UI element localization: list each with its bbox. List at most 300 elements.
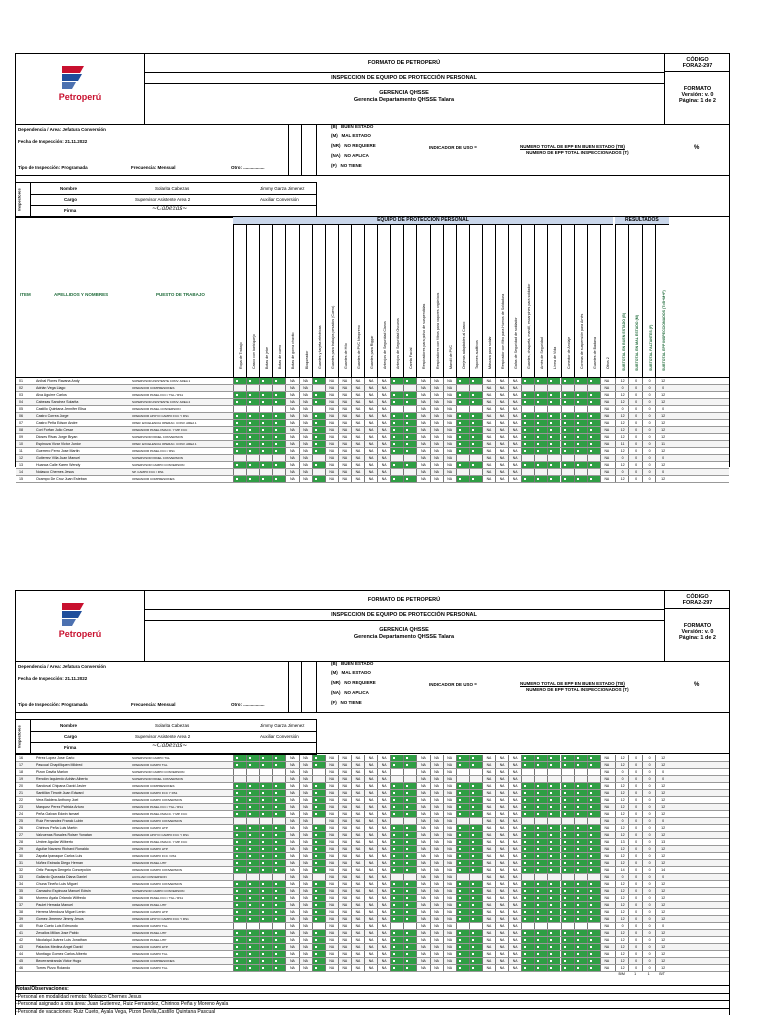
epp-cell [259,825,272,831]
epp-cell: NA [482,413,495,419]
epp-cell [403,930,416,936]
company-logo [16,54,145,124]
epp-cell: NA [285,944,298,950]
epp-cell: NA [482,846,495,852]
epp-cell: NA [377,825,390,831]
epp-cell [561,762,574,768]
epp-cell [246,476,259,482]
epp-cell [246,867,259,873]
result-value: 0 [642,427,657,433]
row-post: OPERADOR CAMPO TGL [132,924,168,928]
epp-cell: NA [364,783,377,789]
epp-cell: NA [430,839,443,845]
result-value: 0 [615,769,630,775]
epp-cell [469,448,482,454]
epp-cell [233,951,246,957]
result-value: 0 [642,902,657,908]
table-row [16,769,729,776]
epp-cell [312,385,325,391]
epp-cell: NA [364,951,377,957]
epp-cell [233,476,246,482]
epp-cell [233,965,246,971]
epp-cell [547,385,560,391]
row-name: Palacios Medina Angel David [36,945,83,949]
inspectores-block [16,176,729,216]
result-value: 0 [642,839,657,845]
epp-cell [312,434,325,440]
epp-cell [403,462,416,468]
epp-cell: NA [495,797,508,803]
table-row [16,469,729,476]
epp-cell [456,476,469,482]
epp-cell: NA [416,874,429,880]
petroperu-logo-icon [58,601,88,627]
result-value: 12 [655,476,670,482]
row-post: SUPERVISOR PANEL CONVERSION [132,456,183,460]
epp-cell [403,937,416,943]
epp-cell [246,825,259,831]
epp-cell: NA [338,825,351,831]
epp-cell: NA [285,825,298,831]
result-value: 0 [628,909,643,915]
epp-cell: NA [600,392,613,398]
epp-col-header: Tapones auditivos [474,340,479,369]
epp-cell [233,462,246,468]
epp-col-divider [430,224,431,377]
row-item: 39 [19,917,23,921]
epp-cell [272,476,285,482]
row-name: Rendón Izquierdo Adrián Alberto [36,777,88,781]
epp-cell [456,385,469,391]
epp-cell [259,846,272,852]
epp-cell: NA [416,434,429,440]
epp-cell: NA [430,965,443,971]
result-value: 12 [615,902,630,908]
epp-cell [534,385,547,391]
epp-cell [574,930,587,936]
epp-cell [456,804,469,810]
epp-cell: NA [600,783,613,789]
epp-cell: NA [299,853,312,859]
row-name: Dioses Rivas Jorge Bryan [36,435,78,439]
row-name: Marquez Perez Patricia Arturo [36,805,84,809]
col-names-header: APELLIDOS Y NOMBRES [54,292,109,297]
epp-cell: NA [416,923,429,929]
result-value: 12 [615,448,630,454]
epp-cell: NA [508,818,521,824]
epp-cell [587,888,600,894]
epp-cell [574,762,587,768]
epp-cell [403,909,416,915]
epp-cell [403,769,416,775]
epp-cell [390,909,403,915]
epp-cell [534,399,547,405]
epp-cell: NA [482,399,495,405]
row-name: Pascual Chapilliquen Mildred [36,763,83,767]
epp-cell: NA [508,958,521,964]
epp-cell [469,937,482,943]
epp-cell: NA [338,790,351,796]
epp-cell [469,462,482,468]
epp-cell: NA [285,874,298,880]
epp-cell: NA [338,839,351,845]
epp-cell: NA [443,895,456,901]
row-name: Zapata Ipanaque Carlos Luis [36,854,83,858]
epp-cell [312,769,325,775]
row-item: 21 [19,791,23,795]
row-post: OPERADOR CAMPO HTP [132,910,168,914]
epp-cell: NA [482,881,495,887]
result-value: 0 [628,923,643,929]
result-value: 12 [655,790,670,796]
epp-cell [521,930,534,936]
result-value: 12 [655,902,670,908]
epp-cell: NA [508,769,521,775]
epp-cell [547,867,560,873]
epp-cell: NA [299,378,312,384]
epp-cell: NA [377,427,390,433]
epp-cell [574,923,587,929]
epp-cell: NA [600,958,613,964]
epp-cell: NA [430,832,443,838]
epp-cell [534,392,547,398]
table-row [16,958,729,965]
epp-cell: NA [443,818,456,824]
epp-cell [233,930,246,936]
row-post: OPERADOR PANEL FCC / RS1 [132,449,175,453]
epp-col-header: Guantes de Badana [592,337,597,369]
epp-col-header: Guantes, chaqueta, mandil, escarpines para soldador [527,283,532,369]
epp-cell: NA [430,476,443,482]
epp-cell [272,762,285,768]
result-value: 12 [615,462,630,468]
epp-cell [547,958,560,964]
epp-cell [259,860,272,866]
epp-cell [233,790,246,796]
epp-cell [246,916,259,922]
table-row [16,846,729,853]
row-name: Sandoval Chipana David Javier [36,784,87,788]
code-value: FORA2-297 [682,600,713,606]
epp-cell: NA [325,769,338,775]
epp-cell: NA [377,895,390,901]
epp-cell: NA [482,951,495,957]
epp-cell: NA [416,427,429,433]
row-post: OPER. EXCELENCIA OPERAC. CONV. AREA 1 [132,442,197,446]
epp-cell [547,811,560,817]
epp-cell [456,895,469,901]
epp-cell [561,951,574,957]
epp-cell: NA [299,888,312,894]
epp-cell [233,427,246,433]
epp-cell [456,853,469,859]
epp-cell [534,469,547,475]
epp-cell: NA [600,755,613,761]
epp-cell: NA [443,790,456,796]
result-value: 12 [615,427,630,433]
epp-cell: NA [416,937,429,943]
epp-cell: NA [285,790,298,796]
epp-cell [456,392,469,398]
epp-cell: NA [443,406,456,412]
epp-cell: NA [285,937,298,943]
epp-cell [403,776,416,782]
epp-cell: NA [325,902,338,908]
epp-cell: NA [325,853,338,859]
result-value: 12 [655,895,670,901]
result-value: 0 [642,825,657,831]
row-item: 30 [19,854,23,858]
result-value: 12 [655,797,670,803]
epp-cell: NA [364,839,377,845]
epp-cell [587,944,600,950]
result-value: 0 [642,846,657,852]
epp-cell: NA [482,441,495,447]
row-post: AUXILIAR CONVERSION [132,875,167,879]
row-name: Umbre Aguilar Wilberto [36,840,73,844]
epp-cell [390,965,403,971]
epp-cell: NA [338,832,351,838]
row-name: Peña Galvan Edwin Ismael [36,812,80,816]
epp-cell: NA [377,776,390,782]
epp-cell [521,958,534,964]
row-name: Nolasco Chernes Jesus [36,470,74,474]
epp-cell [534,797,547,803]
epp-cell [534,958,547,964]
result-col-divider [642,224,643,377]
epp-cell: NA [430,406,443,412]
version-label: Versión: v. 0 [681,92,714,98]
result-value: 12 [615,811,630,817]
result-value: 0 [628,965,643,971]
epp-cell: NA [508,846,521,852]
epp-cell [246,923,259,929]
dept-line-2: Gerencia Departamento QHSSE Talara [353,634,455,640]
epp-cell [272,867,285,873]
epp-cell [521,413,534,419]
epp-cell [534,769,547,775]
result-value: 0 [628,888,643,894]
result-value: 12 [655,462,670,468]
result-value: 12 [615,860,630,866]
result-col-header: SUBTOTAL EN MAL ESTADO (M) [635,315,640,371]
epp-cell: NA [482,916,495,922]
epp-cell: NA [495,909,508,915]
legend-m: (M) MAL ESTADO [331,670,371,675]
indicador-numerator: NUMERO TOTAL DE EPP EN BUEN ESTADO (TB) [520,681,625,686]
epp-cell: NA [299,846,312,852]
epp-cell [534,413,547,419]
table-row [16,923,729,930]
epp-cell: NA [508,888,521,894]
epp-cell [246,902,259,908]
result-value: 0 [628,832,643,838]
epp-cell: NA [443,965,456,971]
epp-cell [521,937,534,943]
epp-cell: NA [299,783,312,789]
epp-cell: NA [600,811,613,817]
row-item: 07 [19,421,23,425]
epp-cell: NA [600,930,613,936]
epp-cell: NA [325,958,338,964]
epp-cell: NA [299,455,312,461]
result-value: 12 [655,413,670,419]
epp-cell: NA [600,839,613,845]
epp-cell [312,818,325,824]
result-value: 12 [615,825,630,831]
epp-cell [233,944,246,950]
epp-cell [547,860,560,866]
epp-cell [561,965,574,971]
epp-cell: NA [416,909,429,915]
result-value: 12 [615,916,630,922]
epp-cell: NA [338,769,351,775]
epp-cell [561,944,574,950]
epp-cell [312,902,325,908]
epp-cell: NA [495,755,508,761]
epp-cell [521,399,534,405]
epp-cell: NA [508,441,521,447]
epp-cell [390,413,403,419]
epp-cell [469,923,482,929]
epp-cell: NA [482,427,495,433]
epp-cell [469,469,482,475]
result-value: 0 [642,420,657,426]
epp-cell [587,832,600,838]
epp-cell [534,944,547,950]
epp-cell: NA [416,867,429,873]
epp-cell [390,441,403,447]
epp-cell: NA [377,769,390,775]
epp-cell [574,846,587,852]
epp-cell: NA [600,937,613,943]
row-post: OPERADOR PANEL FCC / TGL / RS1 [132,896,184,900]
epp-cell [390,476,403,482]
epp-cell [246,434,259,440]
epp-cell [456,462,469,468]
result-value: 12 [655,965,670,971]
result-value: 0 [628,818,643,824]
epp-cell: NA [482,909,495,915]
epp-cell [403,762,416,768]
epp-cell [456,811,469,817]
epp-cell: NA [299,895,312,901]
epp-cell: NA [299,385,312,391]
epp-cell [521,916,534,922]
epp-cell: NA [600,923,613,929]
result-value: 0 [642,790,657,796]
epp-cell: NA [325,951,338,957]
epp-cell [246,888,259,894]
epp-cell [272,825,285,831]
epp-cell [469,916,482,922]
result-value: 0 [642,392,657,398]
row-post: SUPERVISOR PANEL CONVERSION [132,435,183,439]
epp-cell: NA [351,427,364,433]
fecha-text: Fecha de Inspección: 21.11.2022 [18,139,88,144]
epp-cell: NA [285,804,298,810]
epp-cell [246,427,259,433]
epp-cell: NA [338,462,351,468]
epp-cell: NA [443,888,456,894]
epp-cell: NA [508,923,521,929]
epp-cell [259,378,272,384]
epp-cell: NA [351,762,364,768]
epp-cell [547,825,560,831]
epp-cell [233,874,246,880]
epp-cell [469,839,482,845]
epp-cell [246,755,259,761]
epp-cell [574,776,587,782]
epp-cell [246,441,259,447]
epp-cell: NA [325,420,338,426]
table-row [16,441,729,448]
result-value: 0 [642,448,657,454]
epp-cell [259,476,272,482]
epp-cell: NA [351,909,364,915]
dept-line-1: GERENCIA QHSSE [379,90,429,96]
row-item: 15 [19,477,23,481]
epp-cell: NA [285,832,298,838]
epp-cell: NA [285,476,298,482]
epp-cell [233,923,246,929]
epp-cell: NA [325,427,338,433]
epp-cell [456,846,469,852]
result-value: 12 [655,881,670,887]
epp-cell: NA [364,888,377,894]
epp-cell: NA [364,818,377,824]
epp-cell [521,867,534,873]
result-value: 0 [642,434,657,440]
epp-cell [312,790,325,796]
epp-cell [574,944,587,950]
epp-cell [456,441,469,447]
epp-cell: NA [285,406,298,412]
epp-cell: NA [377,455,390,461]
epp-cell: NA [377,420,390,426]
epp-cell: NA [600,944,613,950]
result-value: 0 [628,790,643,796]
epp-cell [456,881,469,887]
epp-cell [574,385,587,391]
epp-cell: NA [430,399,443,405]
epp-cell: NA [299,958,312,964]
epp-cell [574,797,587,803]
epp-cell [312,797,325,803]
epp-col-divider [495,224,496,377]
epp-cell [233,881,246,887]
epp-cell: NA [351,797,364,803]
epp-cell: NA [430,923,443,929]
epp-col-header: Guantes para trabajos pesados (Cuero) [330,305,335,369]
notes-section [15,985,730,1015]
epp-cell [312,951,325,957]
epp-cell [587,937,600,943]
epp-cell [403,881,416,887]
result-value: 0 [628,839,643,845]
inspector-2-cargo: Auxiliar Conversión [260,197,299,202]
epp-col-header: Respiradores para polvo de suspendidas [422,303,427,369]
epp-cell [233,846,246,852]
epp-cell [469,413,482,419]
table-row [16,902,729,909]
epp-cell: NA [443,755,456,761]
epp-cell [456,832,469,838]
result-value: 0 [628,860,643,866]
epp-cell: NA [377,916,390,922]
epp-cell [469,909,482,915]
table-row [16,413,729,420]
